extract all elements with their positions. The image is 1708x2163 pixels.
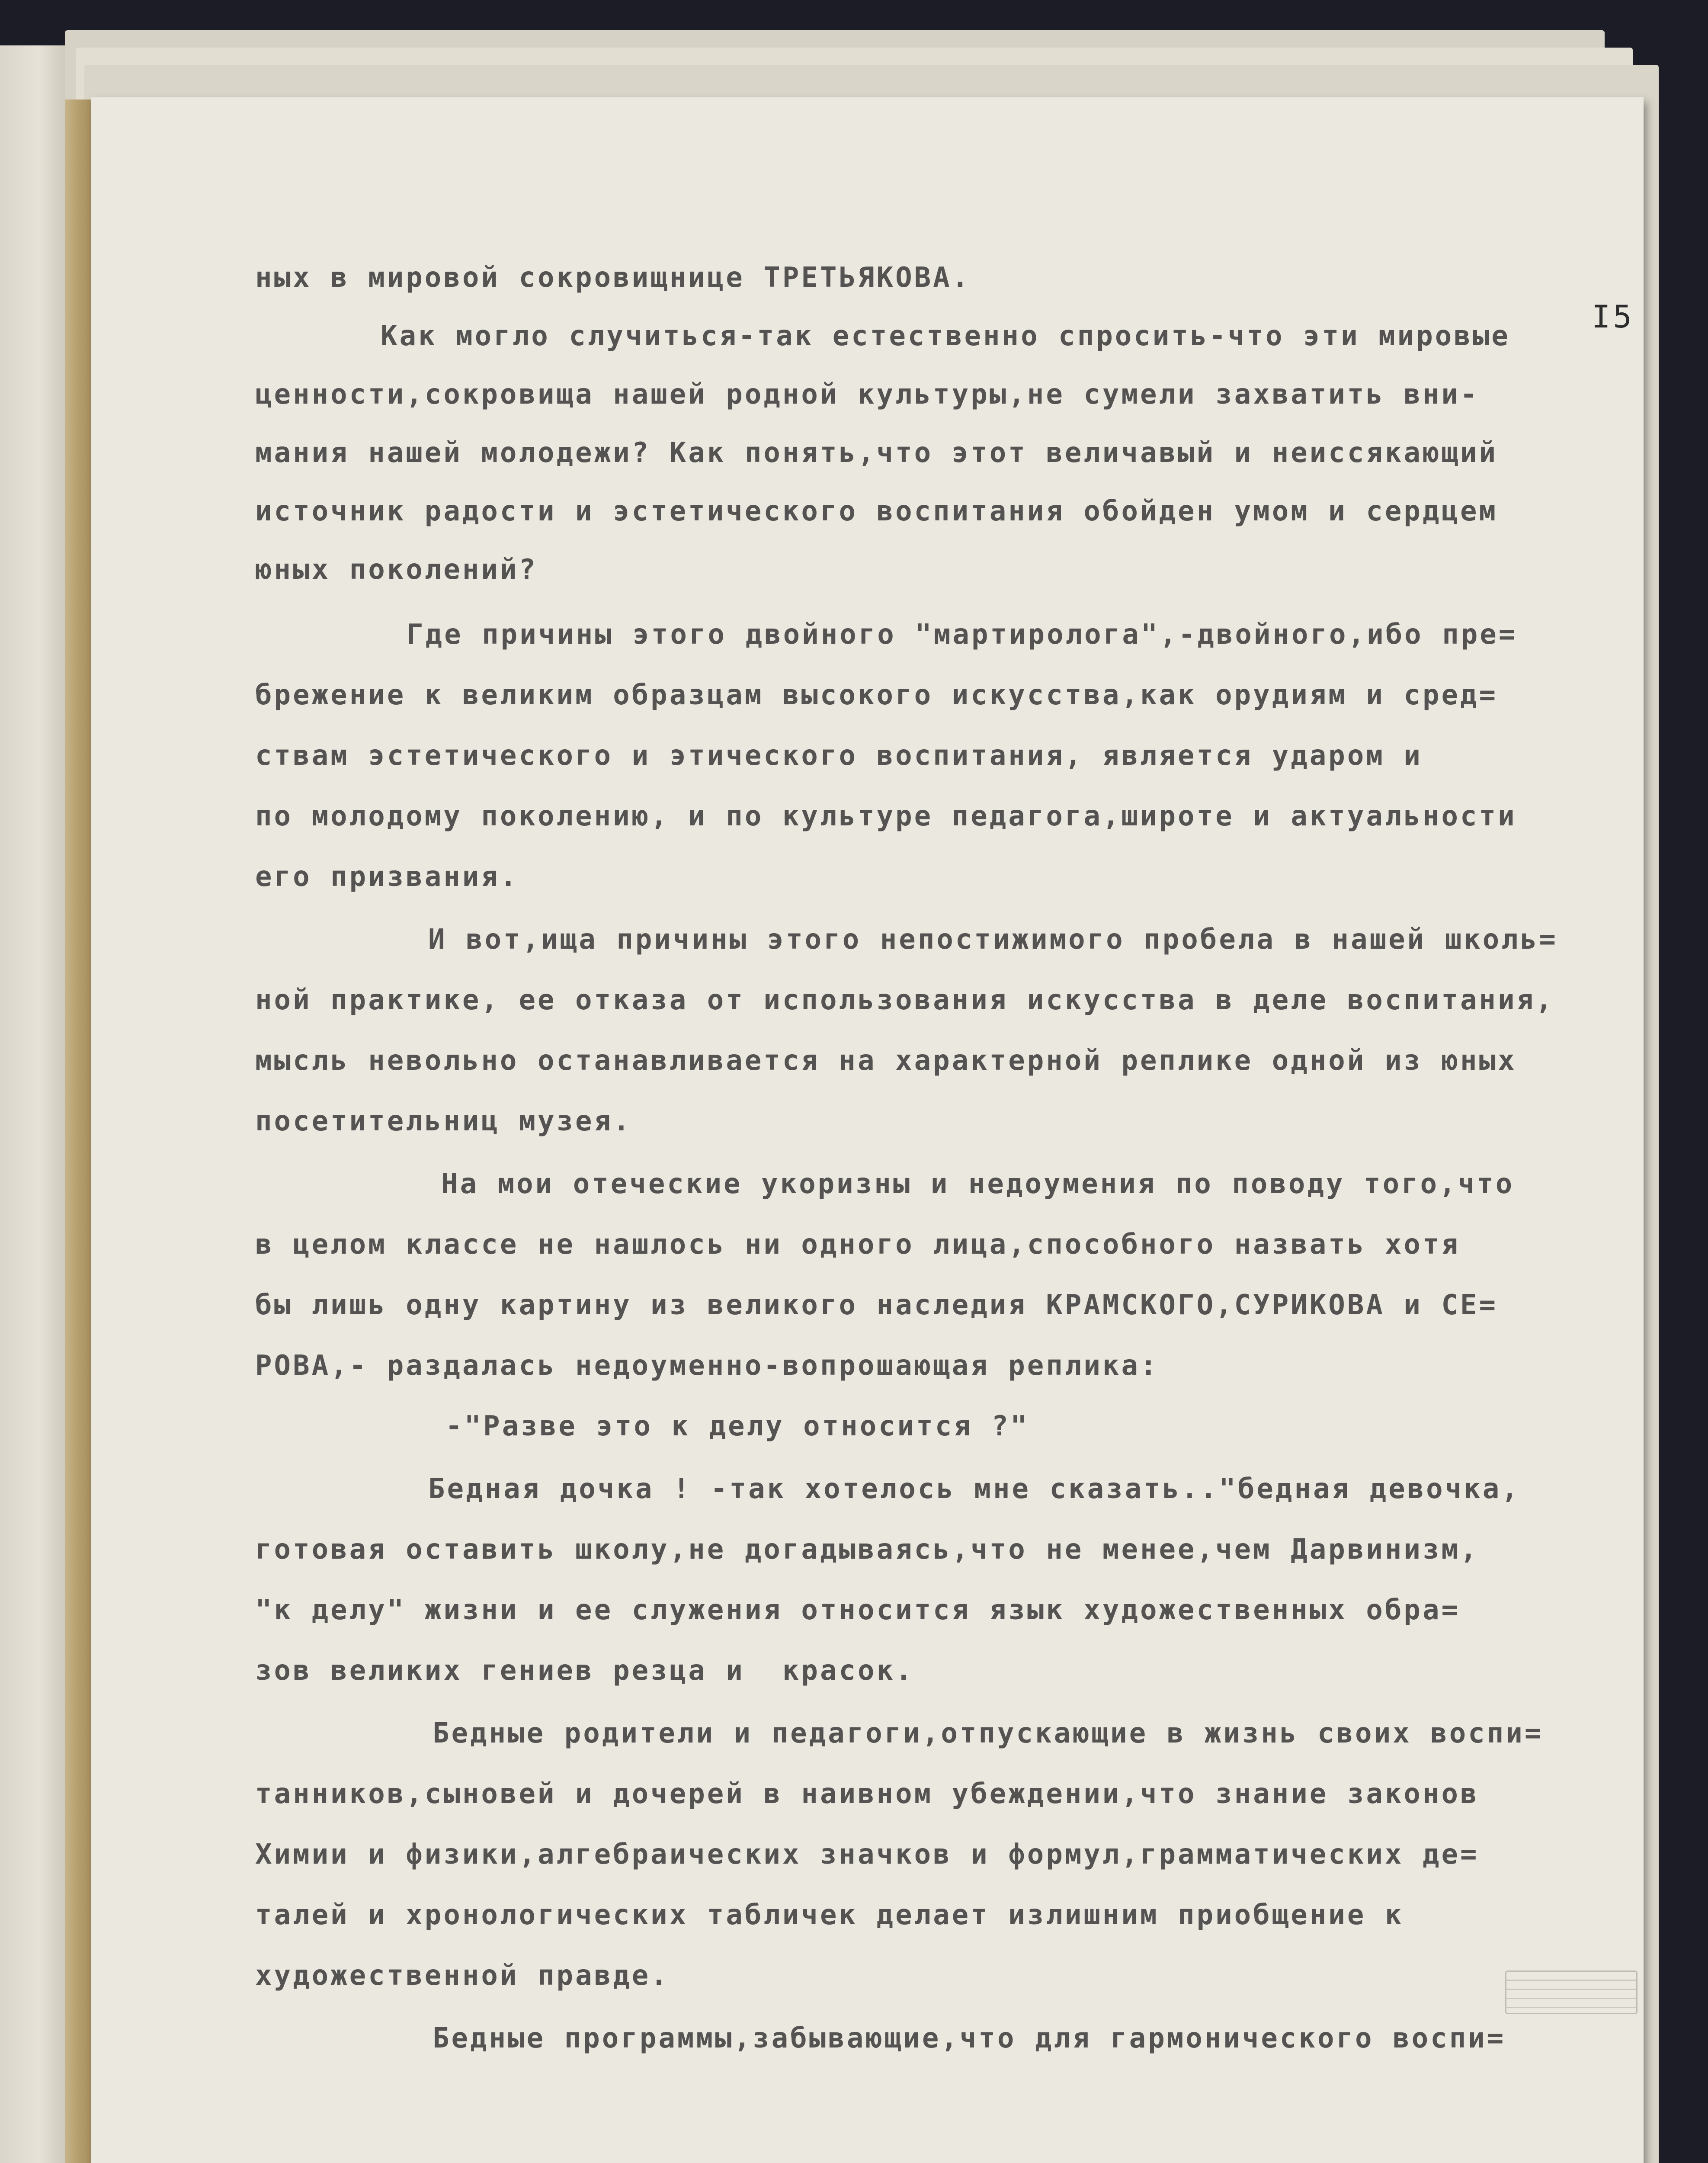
text-line: ствам эстетического и этического воспитания, является ударом и [255,740,1423,772]
text-line: юных поколений? [255,554,538,586]
text-line: в целом классе не нашлось ни одного лица,способного назвать хотя [255,1229,1460,1261]
text-line: Как могло случиться-так естественно спросить-что эти мировые [381,320,1510,352]
text-line: источник радости и эстетического воспитания обойден умом и сердцем [255,495,1498,527]
text-line: по молодому поколению, и по культуре педагога,широте и актуальности [255,800,1517,832]
archive-stamp [1505,1970,1638,2014]
text-line: талей и хронологических табличек делает излишним приобщение к [255,1899,1404,1931]
text-line: И вот,ища причины этого непостижимого пробела в нашей школь= [428,924,1558,956]
text-line: мысль невольно останавливается на характерной реплике одной из юных [255,1045,1517,1077]
left-facing-page [0,45,65,2163]
text-line: Бедная дочка ! -так хотелось мне сказать.."бедная девочка, [428,1473,1520,1505]
text-line: -"Разве это к делу относится ?" [445,1410,1029,1442]
text-line: бы лишь одну картину из великого наследия КРАМСКОГО,СУРИКОВА и СЕ= [255,1289,1498,1321]
typed-page [91,97,1644,2163]
binder-gutter [65,99,91,2163]
text-line: его призвания. [255,861,519,893]
text-line: Бедные программы,забывающие,что для гармонического воспи= [433,2022,1506,2054]
text-line: Бедные родители и педагоги,отпускающие в жизнь своих воспи= [433,1717,1544,1749]
text-line: РОВА,- раздалась недоуменно-вопрошающая реплика: [255,1350,1159,1382]
text-line: посетительниц музея. [255,1105,632,1137]
text-line: зов великих гениев резца и красок. [255,1655,914,1687]
text-line: ных в мировой сокровищнице ТРЕТЬЯКОВА. [255,262,971,294]
text-line: Где причины этого двойного "мартиролога",-двойного,ибо пре= [407,619,1518,651]
text-line: На мои отеческие укоризны и недоумения по поводу того,что [441,1168,1515,1200]
text-line: брежение к великим образцам высокого искусства,как орудиям и сред= [255,679,1498,711]
text-line: готовая оставить школу,не догадываясь,что не менее,чем Дарвинизм, [255,1534,1479,1566]
text-line: мания нашей молодежи? Как понять,что этот величавый и неиссякающий [255,437,1498,469]
text-line: "к делу" жизни и ее служения относится язык художественных обра= [255,1594,1460,1626]
page-number: I5 [1592,298,1634,335]
text-line: Химии и физики,алгебраических значков и формул,грамматических де= [255,1839,1479,1871]
text-line: ной практике, ее отказа от использования искусства в деле воспитания, [255,984,1554,1016]
text-line: художественной правде. [255,1960,670,1992]
text-line: танников,сыновей и дочерей в наивном убеждении,что знание законов [255,1778,1479,1810]
text-line: ценности,сокровища нашей родной культуры,не сумели захватить вни- [255,379,1479,411]
